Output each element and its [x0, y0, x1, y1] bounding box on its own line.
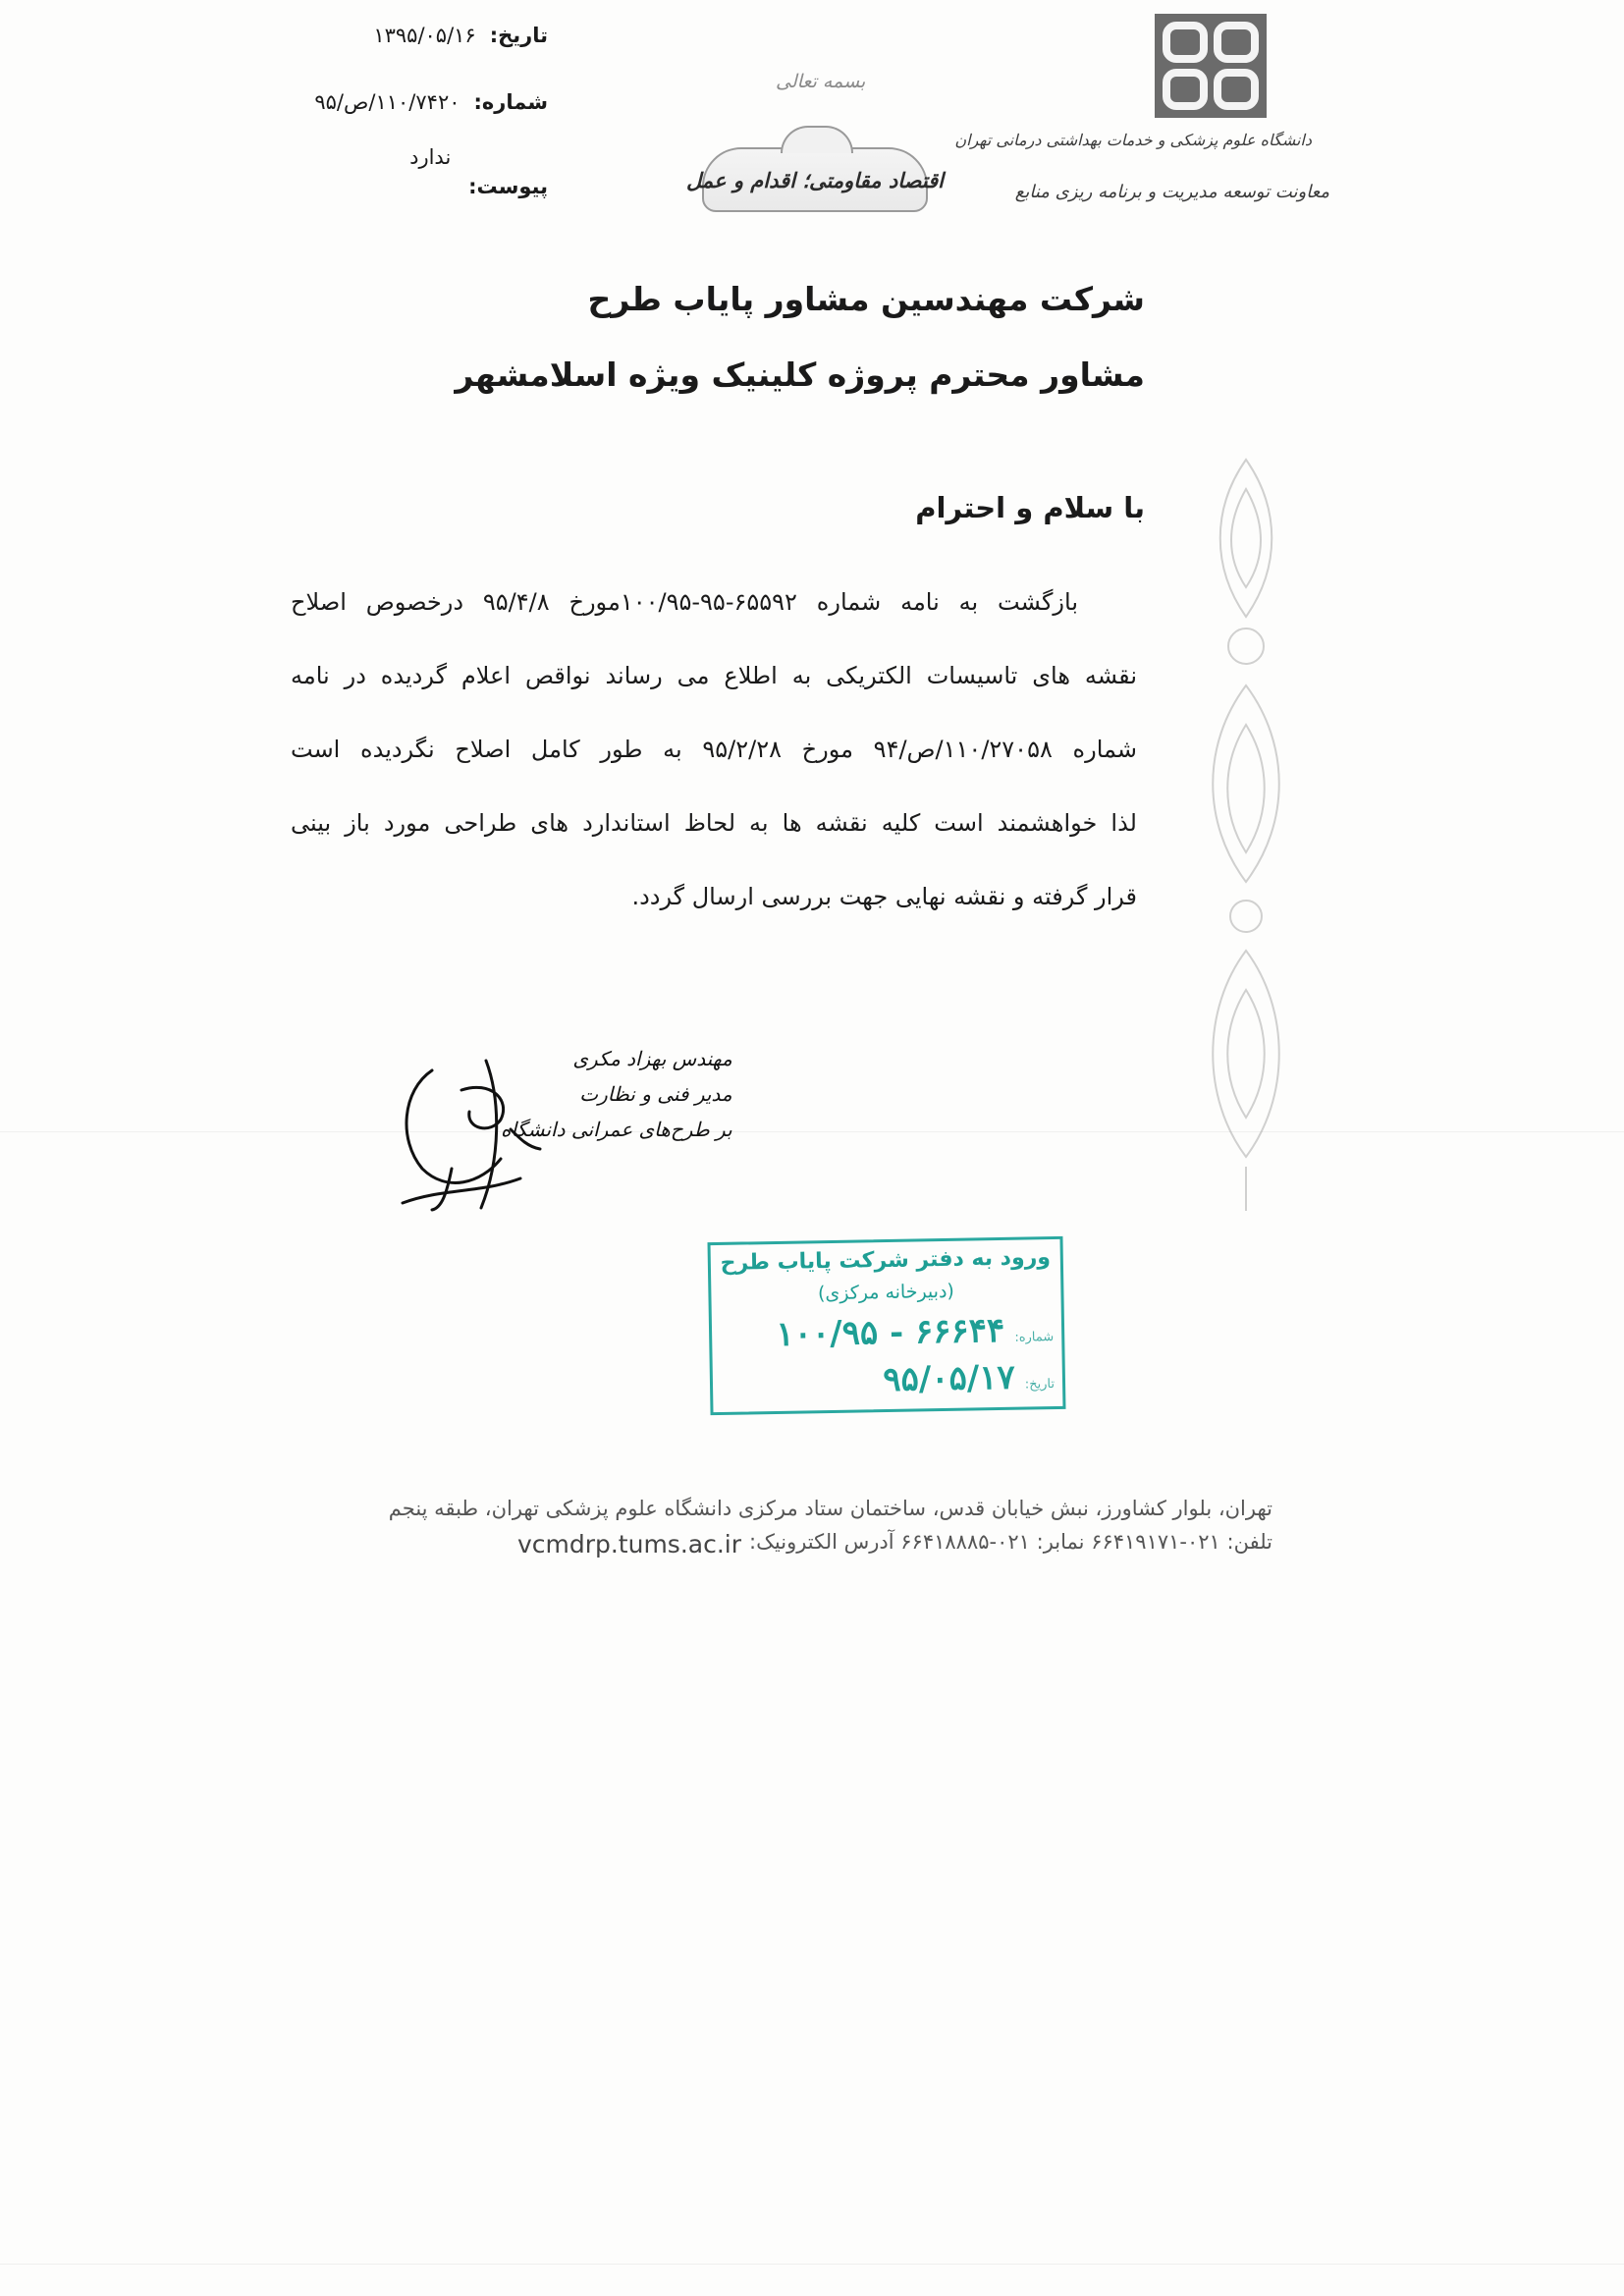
- stamp-subtitle: (دبیرخانه مرکزی): [817, 1280, 955, 1305]
- body-line: قرار گرفته و نقشه نهایی جهت بررسی ارسال گردد.: [631, 883, 1137, 910]
- footer-website: vcmdrp.tums.ac.ir: [516, 1530, 742, 1558]
- university-logo: [1155, 14, 1267, 118]
- university-name: دانشگاه علوم پزشکی و خدمات بهداشتی درمانی تهران: [954, 131, 1312, 149]
- footer-phone-fax: تلفن: ۰۲۱-۶۶۴۱۹۱۷۱ نمابر: ۰۲۱-۶۶۴۱۸۸۸۵ آدرس الکترونیک:: [749, 1530, 1272, 1554]
- attachment-value: ندارد: [409, 145, 452, 169]
- letter-attachment: [409, 145, 548, 198]
- greeting: با سلام و احترام: [915, 491, 1145, 524]
- recipient-title: مشاور محترم پروژه کلینیک ویژه اسلامشهر: [455, 355, 1145, 394]
- logo-segment: [1163, 69, 1208, 110]
- paper-fold: [0, 2264, 1624, 2265]
- attachment-label: پیوست:: [468, 175, 548, 198]
- date-value: ۱۳۹۵/۰۵/۱۶: [373, 24, 476, 47]
- body-line: بازگشت به نامه شماره ۶۵۵۹۲-۹۵-۱۰۰/۹۵مورخ ۹۵/۴/۸ درخصوص اصلاح: [291, 588, 1078, 616]
- signatory-title: مدیر فنی و نظارت: [579, 1082, 732, 1106]
- department-name: معاونت توسعه مدیریت و برنامه ریزی منابع: [1014, 182, 1329, 202]
- stamp-number-row: [776, 1310, 1054, 1354]
- stamp-title: ورود به دفتر شرکت پایاب طرح: [720, 1245, 1052, 1276]
- stamp-date-value: ۹۵/۰۵/۱۷: [882, 1357, 1016, 1400]
- stamp-date-row: [883, 1357, 1055, 1399]
- logo-segment: [1163, 22, 1208, 63]
- signatory-block: [501, 1041, 732, 1147]
- letter-number: [314, 90, 548, 114]
- year-motto: اقتصاد مقاومتی؛ اقدام و عمل: [685, 167, 945, 192]
- number-label: شماره:: [473, 90, 548, 114]
- body-line: لذا خواهشمند است کلیه نقشه ها به لحاظ استاندارد های طراحی مورد باز بینی: [291, 809, 1137, 837]
- body-line: شماره ۱۱۰/۲۷۰۵۸/ص/۹۴ مورخ ۹۵/۲/۲۸ به طور کامل اصلاح نگردیده است: [291, 736, 1137, 763]
- stamp-number-label: شماره:: [1014, 1330, 1055, 1345]
- signatory-name: مهندس بهزاد مکری: [572, 1047, 732, 1070]
- recipient-company: شرکت مهندسین مشاور پایاب طرح: [587, 280, 1145, 318]
- bismillah: بسمه تعالی: [776, 71, 866, 92]
- footer-address: تهران، بلوار کشاورز، نبش خیابان قدس، ساختمان ستاد مرکزی دانشگاه علوم پزشکی تهران، طبقه پنجم: [388, 1497, 1272, 1520]
- year-motto-emblem: [685, 147, 945, 212]
- receipt-stamp: [707, 1236, 1065, 1415]
- body-line: نقشه های تاسیسات الکتریکی به اطلاع می رساند نواقص اعلام گردیده در نامه: [291, 662, 1137, 689]
- letter-body: [291, 566, 1137, 934]
- paper-fold: [0, 1131, 1624, 1132]
- date-label: تاریخ:: [489, 24, 548, 47]
- decorative-ornament: [1192, 450, 1300, 1216]
- logo-segment: [1214, 22, 1259, 63]
- number-value: ۱۱۰/۷۴۲۰/ص/۹۵: [314, 90, 460, 114]
- footer-contact: [334, 1530, 1272, 1558]
- letter-date: [373, 24, 548, 47]
- stamp-number-value: ۱۰۰/۹۵ - ۶۶۶۴۴: [776, 1310, 1005, 1354]
- stamp-date-label: تاریخ:: [1024, 1377, 1056, 1393]
- signatory-office: بر طرح‌های عمرانی دانشگاه: [501, 1118, 732, 1141]
- logo-segment: [1214, 69, 1259, 110]
